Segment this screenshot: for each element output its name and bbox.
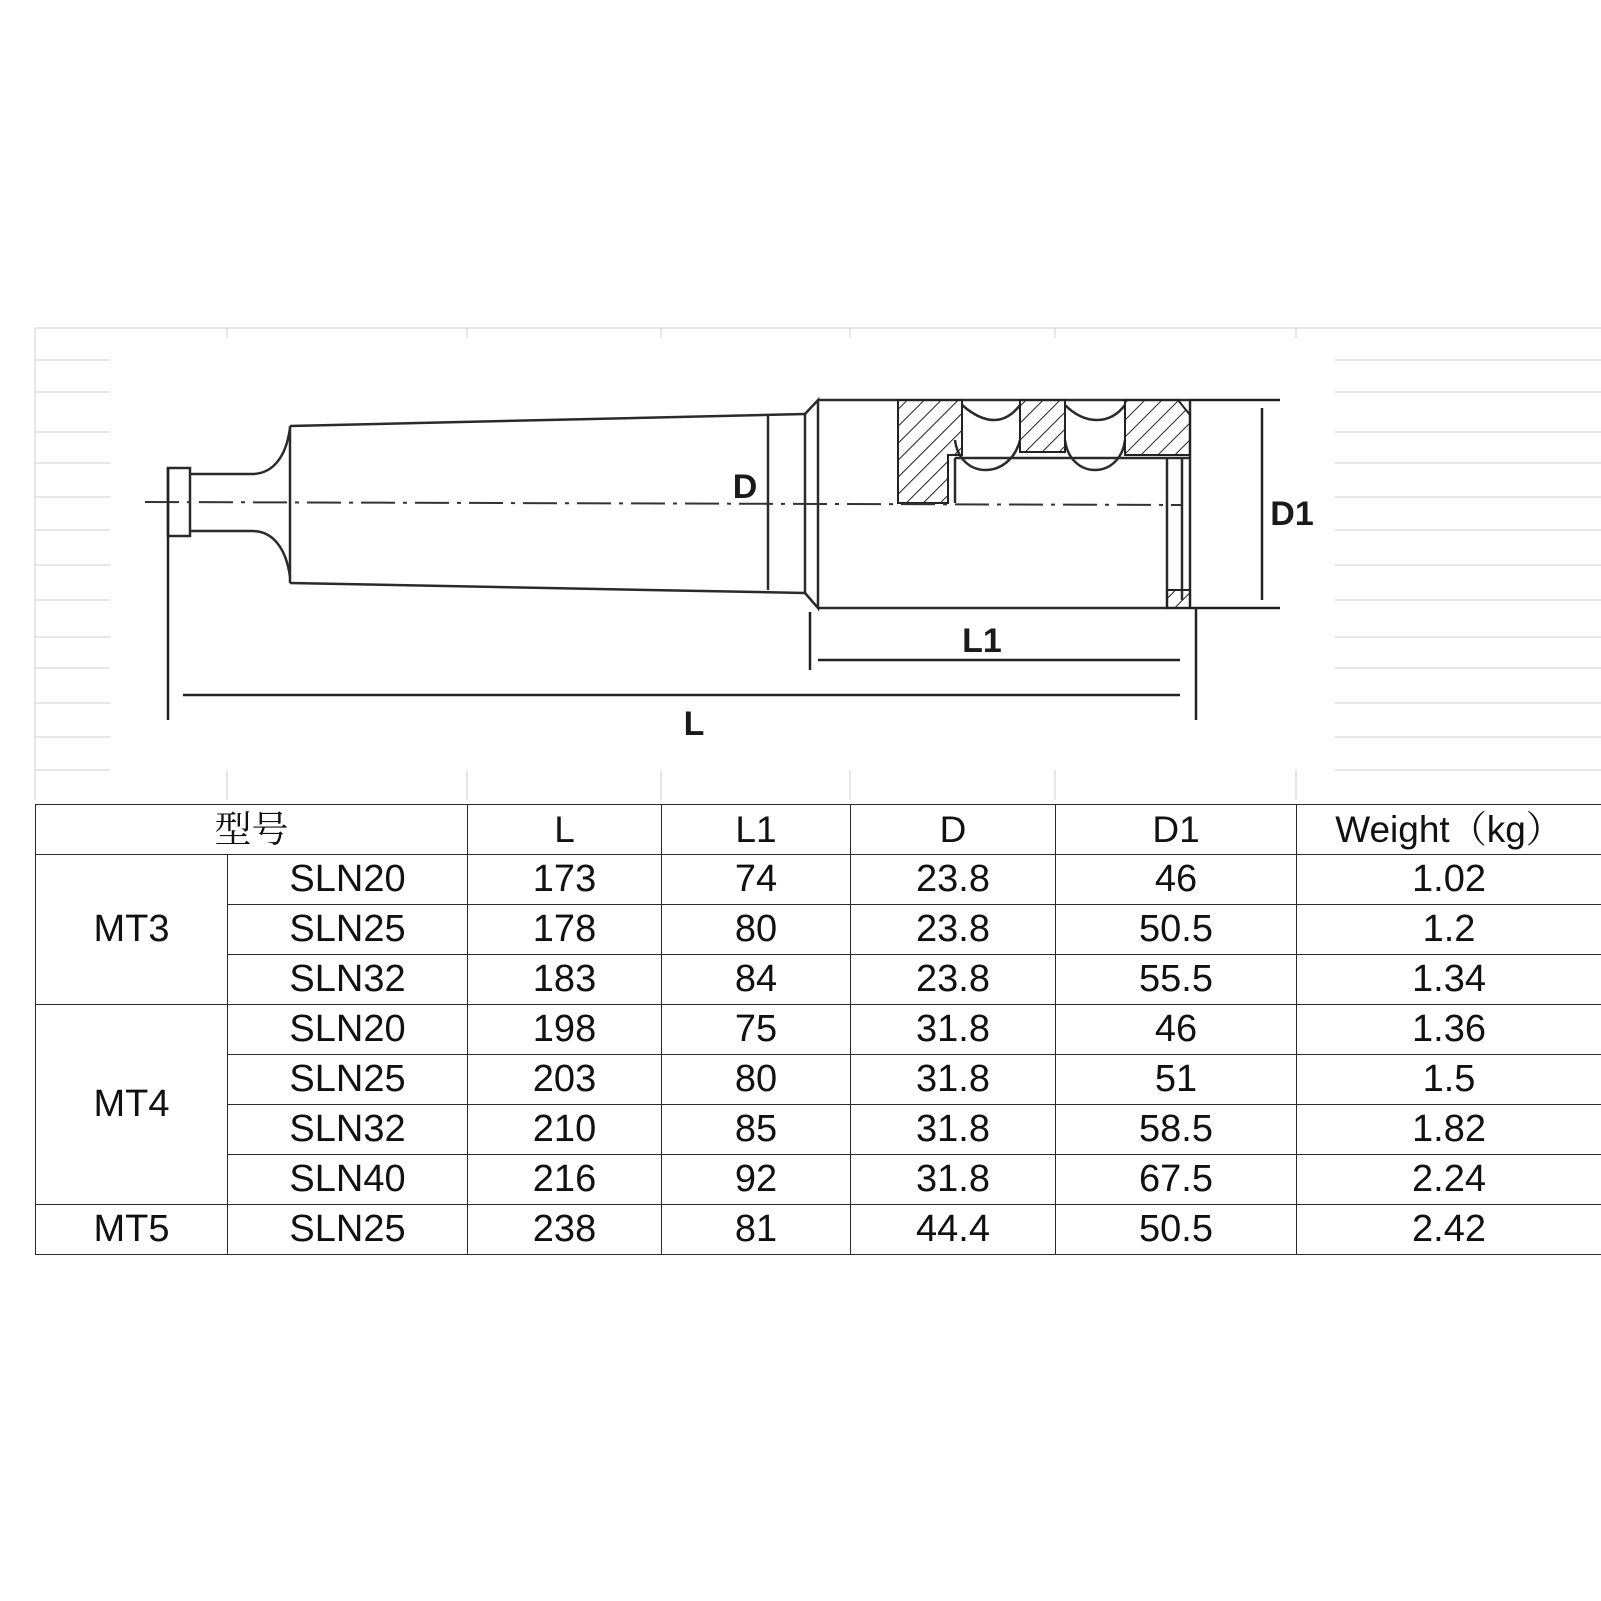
cell-l1: 92 [662,1155,851,1205]
cell-model: SLN25 [228,1205,468,1255]
taper-group-cell: MT4 [36,1005,228,1205]
dimension-label-L: L [683,705,705,743]
header-L1: L1 [662,805,851,855]
cell-d1: 55.5 [1056,955,1297,1005]
spec-table [35,804,1601,1255]
table-row [36,905,1601,955]
center-line [145,502,1182,505]
cell-model: SLN25 [228,1055,468,1105]
cell-l: 173 [468,855,662,905]
spec-table-body [36,805,1601,1255]
header-D: D [851,805,1056,855]
cell-d1: 51 [1056,1055,1297,1105]
table-row [36,1155,1601,1205]
cell-l1: 81 [662,1205,851,1255]
table-row [36,1105,1601,1155]
header-D1: D1 [1056,805,1297,855]
cell-weight: 1.5 [1297,1055,1601,1105]
cell-l: 238 [468,1205,662,1255]
taper-group-cell: MT5 [36,1205,228,1255]
table-row [36,1055,1601,1105]
technical-drawing [0,0,1601,800]
cell-l: 210 [468,1105,662,1155]
cell-model: SLN25 [228,905,468,955]
cell-l1: 84 [662,955,851,1005]
cell-model: SLN20 [228,855,468,905]
table-row [36,1005,1601,1055]
cell-d: 23.8 [851,955,1056,1005]
cell-weight: 1.82 [1297,1105,1601,1155]
cell-d: 44.4 [851,1205,1056,1255]
cell-weight: 1.34 [1297,955,1601,1005]
cell-model: SLN32 [228,955,468,1005]
cell-d: 23.8 [851,905,1056,955]
cell-d1: 46 [1056,1005,1297,1055]
cell-d: 31.8 [851,1105,1056,1155]
cell-model: SLN32 [228,1105,468,1155]
cell-l1: 85 [662,1105,851,1155]
cell-l: 216 [468,1155,662,1205]
dimension-lines [168,400,1280,720]
taper-group-cell: MT3 [36,855,228,1005]
header-weight: Weight（kg） [1297,805,1601,855]
cell-d: 31.8 [851,1005,1056,1055]
table-row [36,855,1601,905]
cell-d1: 46 [1056,855,1297,905]
cell-d: 23.8 [851,855,1056,905]
cell-d1: 50.5 [1056,905,1297,955]
cell-d: 31.8 [851,1155,1056,1205]
cell-model: SLN40 [228,1155,468,1205]
cell-d: 31.8 [851,1055,1056,1105]
cell-l: 183 [468,955,662,1005]
cell-l1: 74 [662,855,851,905]
dimension-label-D: D [732,468,758,506]
table-row [36,1205,1601,1255]
dimension-label-D1: D1 [1270,495,1314,533]
cell-weight: 1.02 [1297,855,1601,905]
cell-l1: 80 [662,905,851,955]
cell-l1: 75 [662,1005,851,1055]
cell-weight: 2.24 [1297,1155,1601,1205]
header-L: L [468,805,662,855]
header-model: 型号 [36,805,468,855]
table-header-row [36,805,1601,855]
cell-d1: 58.5 [1056,1105,1297,1155]
cell-weight: 1.2 [1297,905,1601,955]
cell-d1: 50.5 [1056,1205,1297,1255]
cell-weight: 2.42 [1297,1205,1601,1255]
table-row [36,955,1601,1005]
cell-weight: 1.36 [1297,1005,1601,1055]
cell-d1: 67.5 [1056,1155,1297,1205]
cell-model: SLN20 [228,1005,468,1055]
dimension-label-L1: L1 [962,622,1002,660]
cell-l: 178 [468,905,662,955]
cell-l1: 80 [662,1055,851,1105]
cell-l: 198 [468,1005,662,1055]
cell-l: 203 [468,1055,662,1105]
